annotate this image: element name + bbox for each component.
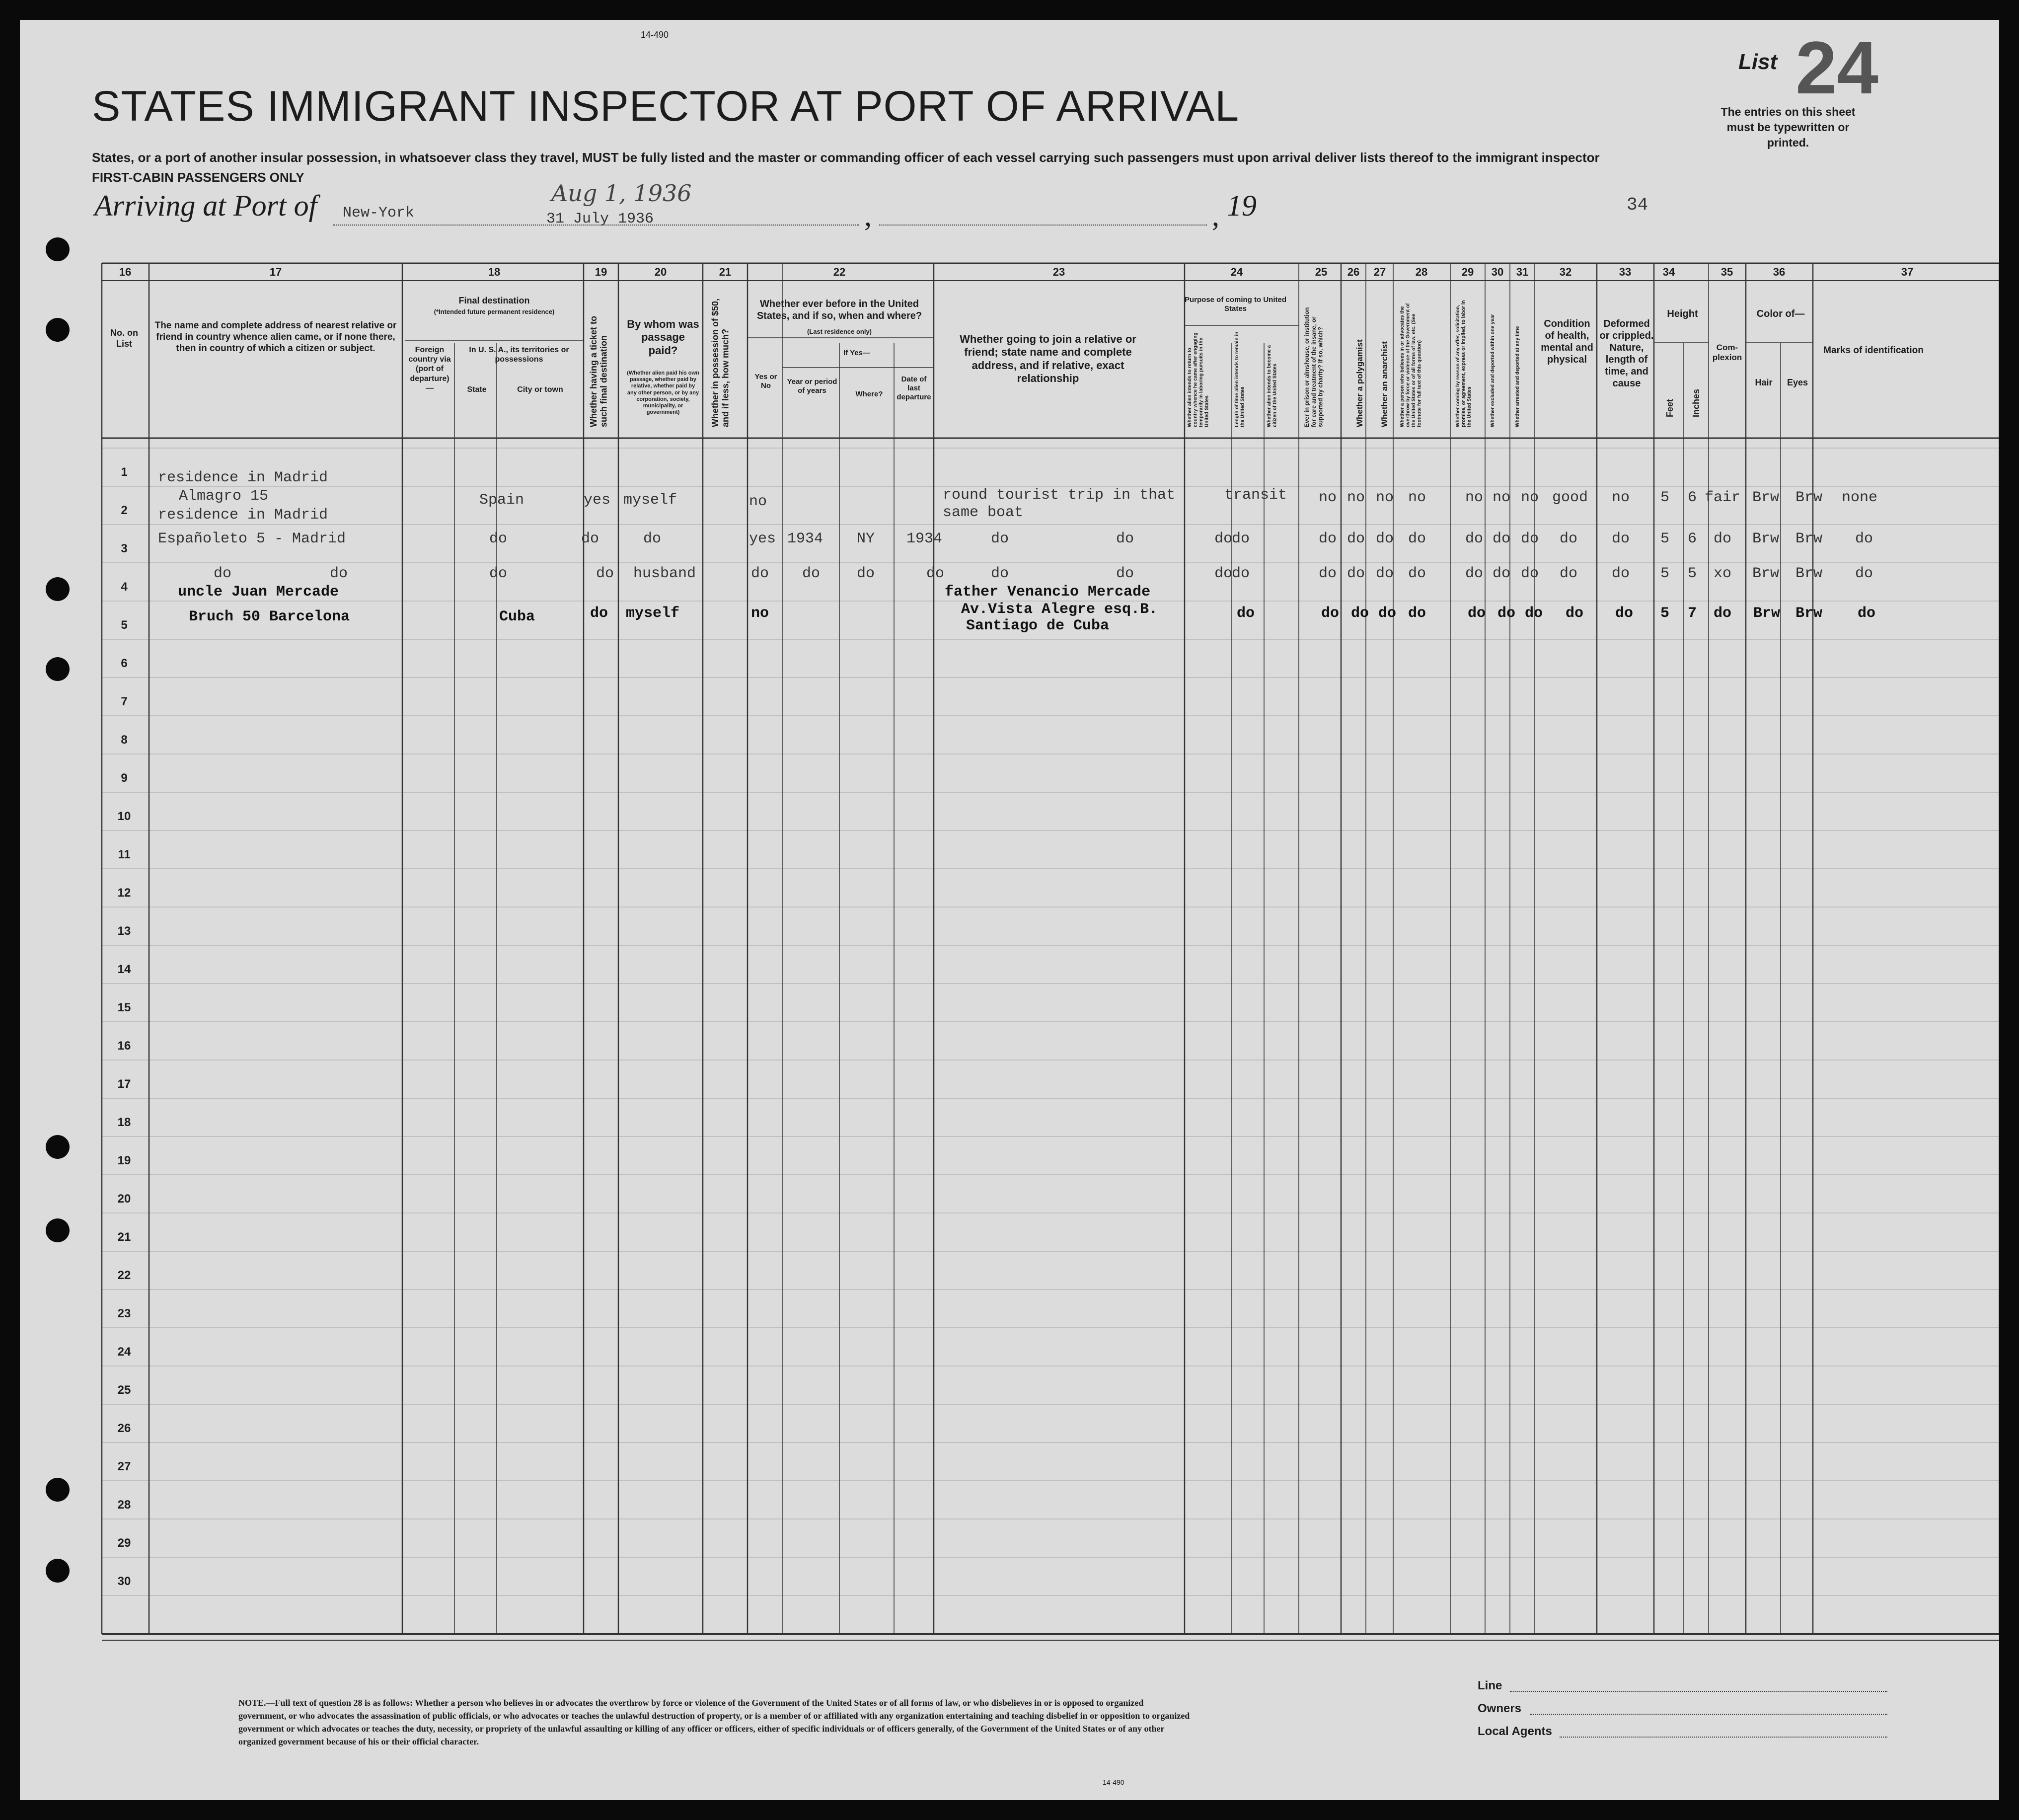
column-number: 22: [833, 266, 846, 278]
row-4-complexion: do: [1714, 605, 1732, 622]
row-number: 9: [121, 771, 128, 785]
row-2-relative-line1: residence in Madrid: [158, 507, 328, 524]
row-4-paid-by: myself: [626, 605, 680, 622]
header-arrested: Whether arrested and deported at any time: [1515, 326, 1520, 427]
row-1-ticket: yes: [584, 492, 611, 509]
header-yes-no: Yes or No: [754, 373, 777, 390]
row-1-purpose: transit: [1224, 487, 1287, 504]
row-3-relative: do do: [214, 565, 348, 582]
header-purpose: Purpose of coming to United States: [1185, 296, 1286, 313]
row-2-complexion: do: [1714, 531, 1732, 547]
row-2-relative-line2: Españoleto 5 - Madrid: [158, 531, 346, 547]
row-number: 8: [121, 733, 128, 747]
row-3-c26: do: [1347, 565, 1365, 582]
row-4-ever-before: no: [751, 605, 769, 622]
row-2-paid-by: do: [643, 531, 662, 547]
row-number: 17: [117, 1077, 131, 1091]
column-number: 31: [1516, 266, 1529, 278]
row-1-c30: no: [1493, 489, 1511, 506]
row-1-inches: 6: [1688, 489, 1697, 506]
row-2-join: do do do: [991, 531, 1233, 547]
row-2-state: do: [489, 531, 508, 547]
header-prison: Ever in prison or almshouse, or institution for care and treatment of the insane, or supported by charity? If so, which?: [1303, 307, 1324, 427]
row-3-health: do: [1560, 565, 1578, 582]
row-2-c30: do: [1493, 531, 1511, 547]
header-health: Condition of health, mental and physical: [1541, 318, 1593, 365]
list-label: List: [1738, 50, 1778, 74]
column-number: 30: [1491, 266, 1504, 278]
header-color-of: Color of—: [1756, 308, 1805, 319]
binder-hole: [46, 577, 70, 601]
row-2-deformed: do: [1612, 531, 1630, 547]
column-number: 23: [1052, 266, 1065, 278]
row-4-join-line2: Av.Vista Alegre esq.B.: [961, 601, 1158, 618]
row-4-c28: do: [1408, 605, 1426, 622]
manifest-sheet: [20, 20, 1999, 1800]
row-4-c30: do: [1497, 605, 1516, 622]
header-date-departure: Date of last departure: [897, 375, 931, 401]
row-4-ticket: do: [590, 605, 608, 622]
row-number: 5: [121, 618, 128, 632]
column-number: 17: [269, 266, 282, 278]
binder-hole: [46, 237, 70, 261]
row-number: 20: [117, 1192, 131, 1206]
row-1-c26: no: [1347, 489, 1365, 506]
row-4-relative-line1: uncle Juan Mercade: [178, 584, 339, 601]
row-2-ticket: do: [581, 531, 599, 547]
intro-text: States, or a port of another insular possession, in whatsoever class they travel, MUST be fully listed and the master or commanding officer of each vessel carrying such passengers must upon arrival deliver lists thereof to the immigrant inspector: [92, 150, 1600, 165]
row-2-inches: 6: [1688, 531, 1697, 547]
table-grid: [20, 20, 1999, 1800]
column-number: 26: [1347, 266, 1360, 278]
header-if-yes: If Yes—: [843, 349, 870, 357]
column-number: 35: [1720, 266, 1733, 278]
column-number: 36: [1773, 266, 1786, 278]
header-fifty-dollars: Whether in possession of $50, and if less, how much?: [710, 298, 731, 427]
row-number: 3: [121, 542, 128, 555]
row-4-deformed: do: [1615, 605, 1634, 622]
header-deformed: Deformed or crippled. Nature, length of time, and cause: [1599, 318, 1654, 389]
row-3-marks: do: [1855, 565, 1873, 582]
row-3-c25: do: [1319, 565, 1337, 582]
row-1-c27: no: [1376, 489, 1394, 506]
header-where: Where?: [855, 390, 883, 398]
row-2-purpose: do: [1232, 531, 1250, 547]
header-purpose-length: Length of time alien intends to remain in the United States: [1234, 331, 1246, 427]
header-year: Year or period of years: [787, 378, 837, 395]
column-number: 37: [1901, 266, 1914, 278]
row-number: 26: [117, 1422, 131, 1435]
row-number: 15: [117, 1001, 131, 1014]
header-final-destination-sub: (*Intended future permanent residence): [434, 308, 555, 315]
header-city: City or town: [517, 385, 563, 394]
row-4-c29: do: [1468, 605, 1486, 622]
header-join-relative: Whether going to join a relative or friend; state name and complete address, and if relative, exact relationship: [960, 333, 1136, 385]
row-1-c28: no: [1408, 489, 1426, 506]
row-3-purpose: do: [1232, 565, 1250, 582]
row-4-state: Cuba: [499, 608, 535, 625]
row-number: 21: [117, 1230, 131, 1244]
column-number: 33: [1619, 266, 1632, 278]
header-passage-paid: By whom was passage paid?: [627, 318, 699, 357]
list-number: 24: [1795, 26, 1878, 109]
header-nearest-relative: The name and complete address of nearest relative or friend in country whence alien came, or if none there, then in country of which a citizen or subject.: [154, 320, 397, 354]
row-number: 13: [117, 924, 131, 938]
row-1-join-line2: same boat: [943, 504, 1024, 521]
row-4-hair: Brw: [1753, 605, 1781, 622]
row-4-c25: do: [1321, 605, 1340, 622]
row-1-feet: 5: [1660, 489, 1670, 506]
row-1-hair: Brw: [1752, 489, 1780, 506]
row-4-c27: do: [1378, 605, 1397, 622]
date-typed: 31 July 1936: [546, 211, 654, 228]
row-1-health: good: [1552, 489, 1588, 506]
comma-1: ,: [864, 199, 872, 232]
header-polygamist: Whether a polygamist: [1355, 339, 1364, 427]
row-4-purpose: do: [1237, 605, 1255, 622]
row-3-date: do: [926, 565, 945, 582]
intro-class: FIRST-CABIN PASSENGERS ONLY: [92, 170, 304, 185]
binder-hole: [46, 318, 70, 342]
row-number: 7: [121, 695, 128, 708]
row-2-c25: do: [1319, 531, 1337, 547]
row-1-c25: no: [1319, 489, 1337, 506]
header-ever-before: Whether ever before in the United States, and if so, when and where?: [756, 299, 922, 321]
row-number: 1: [121, 465, 128, 479]
header-hair: Hair: [1755, 378, 1773, 387]
row-3-paid-by: husband: [633, 565, 696, 582]
header-feet: Feet: [1665, 398, 1675, 417]
arriving-label: Arriving at Port of: [94, 189, 317, 222]
row-number: 10: [117, 810, 131, 823]
row-3-deformed: do: [1612, 565, 1630, 582]
line-field: [1510, 1691, 1887, 1692]
row-4-c26: do: [1351, 605, 1369, 622]
row-number: 16: [117, 1039, 131, 1053]
column-number: 34: [1662, 266, 1675, 278]
date-handwritten: Aug 1, 1936: [551, 180, 692, 207]
header-anarchist: Whether an anarchist: [1380, 341, 1389, 427]
row-3-c29: do: [1465, 565, 1484, 582]
row-4-inches: 7: [1688, 605, 1697, 622]
row-1-state: Spain: [479, 492, 524, 509]
column-number: 32: [1559, 266, 1572, 278]
row-2-where: NY: [857, 531, 875, 547]
row-2-c31: do: [1521, 531, 1539, 547]
row-3-c30: do: [1493, 565, 1511, 582]
row-number: 18: [117, 1116, 131, 1129]
header-foreign-country: Foreign country via (port of departure)—: [408, 346, 451, 392]
row-1-relative-line1: residence in Madrid: [158, 469, 328, 486]
row-4-c31: do: [1525, 605, 1543, 622]
row-number: 19: [117, 1154, 131, 1167]
year-prefix: 19: [1227, 189, 1257, 222]
row-3-eyes: Brw: [1795, 565, 1823, 582]
row-2-date: 1934: [906, 531, 943, 547]
row-number: 23: [117, 1307, 131, 1320]
column-number: 28: [1415, 266, 1428, 278]
binder-hole: [46, 1559, 70, 1583]
row-number: 24: [117, 1345, 131, 1359]
page-title: STATES IMMIGRANT INSPECTOR AT PORT OF ARRIVAL: [92, 82, 1240, 130]
column-number: 29: [1461, 266, 1474, 278]
row-1-c31: no: [1521, 489, 1539, 506]
header-purpose-return: Whether alien intends to return to country whence he came after engaging temporarily in laboring pursuits in the United States: [1187, 332, 1210, 427]
row-3-inches: 5: [1688, 565, 1697, 582]
column-number: 25: [1315, 266, 1328, 278]
port-value: New-York: [343, 205, 415, 222]
row-3-ever-before: do: [751, 565, 769, 582]
row-2-c29: do: [1465, 531, 1484, 547]
row-1-paid-by: myself: [623, 492, 677, 509]
header-complexion: Com-plexion: [1712, 343, 1742, 363]
header-ticket: Whether having a ticket to such final destination: [589, 315, 609, 427]
row-number: 27: [117, 1460, 131, 1473]
column-number: 19: [595, 266, 607, 278]
row-number: 14: [117, 963, 131, 976]
row-4-health: do: [1566, 605, 1584, 622]
binder-hole: [46, 1478, 70, 1502]
row-3-feet: 5: [1660, 565, 1670, 582]
row-2-marks: do: [1855, 531, 1873, 547]
header-last-residence: (Last residence only): [807, 328, 872, 335]
header-q28: Whether a person who believes in or advocates the overthrow by force or violence of the Government of the United States or of all forms of law, etc. (See footnote for full text of this question): [1400, 303, 1422, 427]
column-number: 21: [719, 266, 732, 278]
row-number: 22: [117, 1269, 131, 1282]
footer-form-code: 14-490: [1103, 1778, 1124, 1786]
row-2-c27: do: [1376, 531, 1394, 547]
row-1-marks: none: [1842, 489, 1878, 506]
header-no-on-list: No. on List: [110, 328, 138, 349]
row-3-hair: Brw: [1752, 565, 1780, 582]
owners-label: Owners: [1478, 1702, 1522, 1715]
column-number: 18: [488, 266, 501, 278]
line-label: Line: [1478, 1679, 1502, 1692]
row-number: 2: [121, 504, 128, 517]
header-usa: In U. S. A., its territories or possessions: [469, 346, 569, 364]
row-4-join-line3: Santiago de Cuba: [966, 617, 1110, 634]
row-4-eyes: Brw: [1795, 605, 1823, 622]
header-inches: Inches: [1691, 388, 1701, 417]
row-number: 29: [117, 1536, 131, 1550]
row-2-feet: 5: [1660, 531, 1670, 547]
header-labor-offer: Whether coming by reason of any offer, solicitation, promise, or agreement, express or implied, to labor in the United States: [1455, 300, 1472, 427]
binder-hole: [46, 1218, 70, 1242]
header-passage-paid-sub: (Whether alien paid his own passage, whether paid by relative, whether paid by any other person, or by any corporation, society, municipality, or government): [627, 370, 699, 416]
row-2-year: 1934: [787, 531, 823, 547]
header-excluded: Whether excluded and deported within one year: [1490, 314, 1496, 427]
row-1-complexion: fair: [1705, 489, 1741, 506]
row-3-where: do: [857, 565, 875, 582]
column-number: 27: [1373, 266, 1386, 278]
row-number: 11: [118, 848, 131, 861]
row-3-c28: do: [1408, 565, 1426, 582]
row-4-feet: 5: [1660, 605, 1670, 622]
header-final-destination: Final destination: [458, 296, 530, 305]
agents-field: [1560, 1737, 1887, 1738]
row-2-c28: do: [1408, 531, 1426, 547]
row-3-state: do: [489, 565, 508, 582]
row-number: 28: [117, 1498, 131, 1512]
form-code-top: 14-490: [641, 30, 669, 40]
header-height: Height: [1667, 308, 1698, 319]
row-number: 12: [117, 886, 131, 900]
row-3-ticket: do: [596, 565, 614, 582]
row-1-ever-before: no: [749, 493, 767, 510]
binder-hole: [46, 1135, 70, 1159]
footnote-q28: NOTE.—Full text of question 28 is as follows: Whether a person who believes in or advocates the overthrow by force or violence of the Government of the United States or of all forms of law, or who disbelieves in or is opposed to organized government, or who advocates the assassination of public officials, or who advocates or teaches the unlawful destruction of property, or is a member of or affiliated with any organization entertaining and teaching disbelief in or opposition to organized government or which advocates or teaches the duty, necessity, or propriety of the unlawful assaulting or killing of any officer or officers, either of specific individuals or of officers generally, of the Government of the United States or of any other organized government because of his or their official character.: [238, 1698, 1190, 1747]
row-3-c31: do: [1521, 565, 1539, 582]
row-1-join-line1: round tourist trip in that: [943, 487, 1176, 504]
row-2-c26: do: [1347, 531, 1365, 547]
row-number: 4: [121, 580, 128, 594]
owners-field: [1530, 1714, 1887, 1715]
row-4-marks: do: [1858, 605, 1876, 622]
row-4-relative-line2: Bruch 50 Barcelona: [189, 608, 350, 625]
comma-2: ,: [1212, 199, 1219, 232]
row-3-year: do: [802, 565, 821, 582]
typewritten-note: The entries on this sheet must be typewritten or printed.: [1720, 105, 1856, 150]
column-number: 24: [1230, 266, 1243, 278]
row-number: 25: [117, 1383, 131, 1397]
row-3-join: do do do: [991, 565, 1233, 582]
year-suffix: 34: [1627, 195, 1648, 215]
header-eyes: Eyes: [1787, 378, 1808, 387]
row-number: 6: [121, 657, 128, 670]
binder-hole: [46, 657, 70, 681]
row-number: 30: [117, 1575, 131, 1588]
row-2-ever-before: yes: [749, 531, 776, 547]
column-number: 16: [119, 266, 132, 278]
row-4-join-line1: father Venancio Mercade: [945, 584, 1151, 601]
row-1-c29: no: [1465, 489, 1484, 506]
row-1-deformed: no: [1612, 489, 1630, 506]
row-2-hair: Brw: [1752, 531, 1780, 547]
header-marks: Marks of identification: [1823, 345, 1924, 356]
row-3-complexion: xo: [1714, 565, 1732, 582]
row-3-c27: do: [1376, 565, 1394, 582]
header-purpose-citizen: Whether alien intends to become a citizen of the United States: [1267, 345, 1278, 427]
row-1-relative-line2: Almagro 15: [179, 488, 269, 505]
agents-label: Local Agents: [1478, 1725, 1552, 1738]
row-1-eyes: Brw: [1795, 489, 1823, 506]
column-number: 20: [654, 266, 667, 278]
row-2-health: do: [1560, 531, 1578, 547]
header-state: State: [467, 385, 487, 394]
row-2-eyes: Brw: [1795, 531, 1823, 547]
